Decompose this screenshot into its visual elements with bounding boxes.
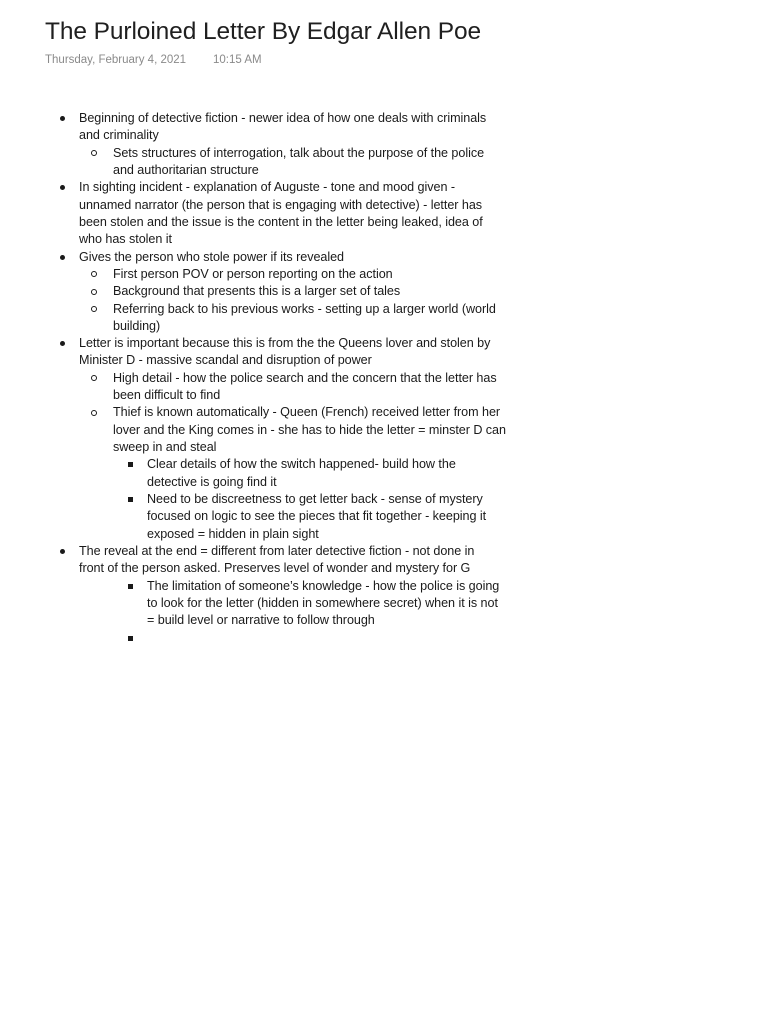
circle-bullet-icon (91, 410, 97, 416)
circle-bullet-icon (91, 150, 97, 156)
note-line: unnamed narrator (the person that is engaging with detective) - letter has (79, 197, 483, 212)
note-line: Clear details of how the switch happened- build how the (147, 457, 456, 472)
note-line: to look for the letter (hidden in somewhere secret) when it is not (147, 595, 498, 610)
note-line: been difficult to find (113, 388, 221, 403)
square-bullet-icon (128, 636, 133, 641)
disc-bullet-icon (60, 255, 65, 260)
note-line: detective is going find it (147, 474, 277, 489)
note-time: 10:15 AM (213, 54, 262, 66)
note-line: Letter is important because this is from the the Queens lover and stolen by (79, 336, 491, 351)
page-title: The Purloined Letter By Edgar Allen Poe (45, 18, 482, 45)
circle-bullet-icon (91, 289, 97, 295)
note-line: who has stolen it (79, 232, 172, 247)
note-line: exposed = hidden in plain sight (147, 526, 319, 541)
note-line: Referring back to his previous works - setting up a larger world (world (113, 301, 496, 316)
note-line: = build level or narrative to follow through (147, 613, 375, 628)
circle-bullet-icon (91, 306, 97, 312)
note-line: High detail - how the police search and the concern that the letter has (113, 370, 497, 385)
note-line: focused on logic to see the pieces that fit together - keeping it (147, 509, 487, 524)
note-line: been stolen and the issue is the content in the letter being leaked, idea of (79, 214, 483, 229)
note-line: lover and the King comes in - she has to hide the letter = minster D can (113, 422, 506, 437)
note-line: sweep in and steal (113, 440, 217, 455)
note-line: Background that presents this is a larger set of tales (113, 284, 401, 299)
note-line: Sets structures of interrogation, talk about the purpose of the police (113, 145, 485, 160)
note-line: Thief is known automatically - Queen (French) received letter from her (113, 405, 501, 420)
note-line: and criminality (79, 128, 159, 143)
note-line: First person POV or person reporting on the action (113, 266, 393, 281)
note-line: front of the person asked. Preserves level of wonder and mystery for G (79, 561, 471, 576)
square-bullet-icon (128, 462, 133, 467)
note-line: The reveal at the end = different from later detective fiction - not done in (79, 544, 475, 558)
disc-bullet-icon (60, 549, 65, 554)
circle-bullet-icon (91, 375, 97, 381)
note-line: In sighting incident - explanation of Auguste - tone and mood given - (79, 180, 456, 195)
disc-bullet-icon (60, 185, 65, 190)
note-line: Beginning of detective fiction - newer idea of how one deals with criminals (79, 111, 487, 125)
circle-bullet-icon (91, 271, 97, 277)
note-line: Minister D - massive scandal and disruption of power (79, 353, 372, 368)
note-date: Thursday, February 4, 2021 (45, 54, 187, 66)
note-line: Gives the person who stole power if its revealed (79, 249, 345, 264)
disc-bullet-icon (60, 116, 65, 121)
square-bullet-icon (128, 497, 133, 502)
disc-bullet-icon (60, 341, 65, 346)
square-bullet-icon (128, 584, 133, 589)
note-line: and authoritarian structure (113, 162, 259, 177)
note-line: Need to be discreetness to get letter back - sense of mystery (147, 492, 483, 507)
note-line: building) (113, 318, 161, 333)
note-line: The limitation of someone’s knowledge - how the police is going (147, 578, 500, 593)
